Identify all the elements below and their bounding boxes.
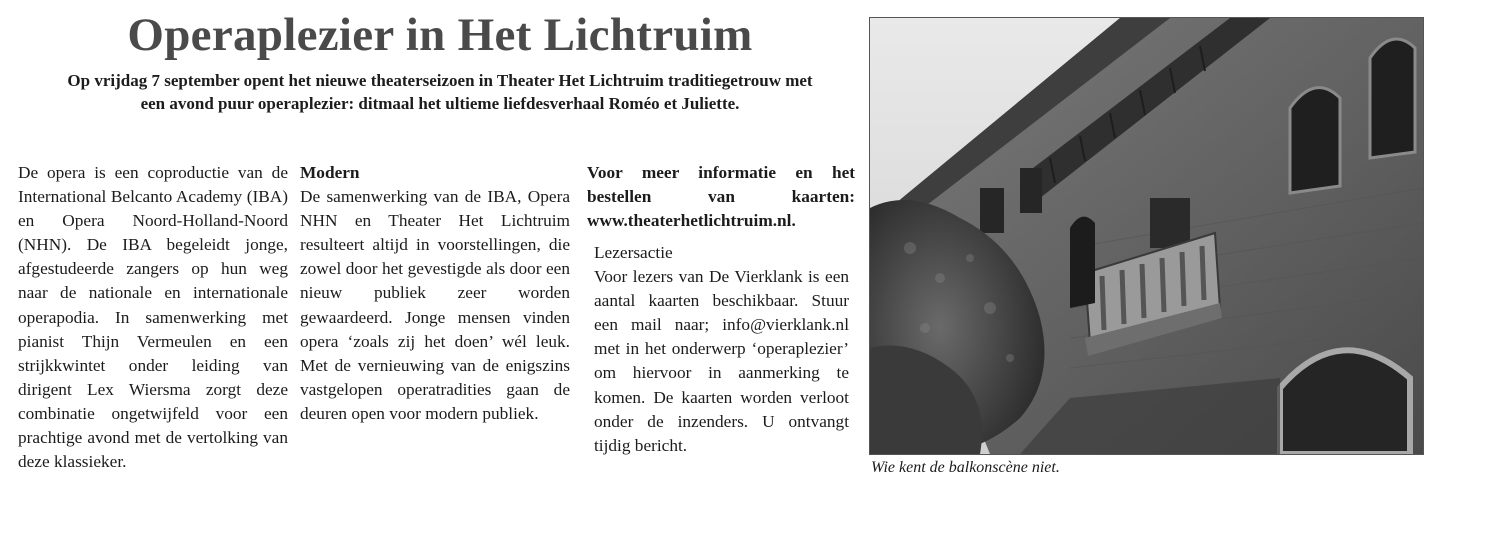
- website-link[interactable]: www.theaterhetlichtruim.nl.: [587, 211, 796, 231]
- info-text: [587, 161, 855, 233]
- info-text-label: Voor meer informatie en het bestellen van kaarten:: [587, 163, 855, 207]
- column-1-body: De opera is een coproductie van de International Belcanto Academy (IBA) en Opera Noord-Holland-Noord (NHN). De IBA begeleidt jonge, afgestudeerde zangers op hun weg naar de nationale en internationale operapodia. In samenwerking met pianist Thijn Vermeulen en een strijkkwintet onder leiding van dirigent Lex Wiersma zorgt deze combinatie ongetwijfeld voor een prachtige avond met de vertolking van deze klassieker.: [18, 163, 288, 472]
- headline: Operaplezier in Het Lichtruim: [127, 9, 753, 61]
- reader-offer-body: Voor lezers van De Vierklank is een aantal kaarten beschikbaar. Stuur een mail naar; info@vierklank.nl met in het onderwerp ‘operaplezier’ om hiervoor in aanmerking te komen. De kaarten worden verloot onder de inzenders. U ontvangt tijdig bericht.: [594, 267, 849, 455]
- reader-offer-heading: Lezersactie: [594, 243, 673, 262]
- lead-paragraph: Op vrijdag 7 september opent het nieuwe theaterseizoen in Theater Het Lichtruim traditiegetrouw met een avond puur operaplezier: ditmaal het ultieme liefdesverhaal Roméo et Juliette.: [67, 71, 813, 113]
- section-heading-modern: Modern: [300, 163, 360, 182]
- column-3: [587, 161, 855, 233]
- article-photo: [869, 17, 1424, 455]
- photo-caption: Wie kent de balkonscène niet.: [871, 459, 1060, 476]
- balcony-building-photo: [870, 18, 1423, 454]
- column-2-body: De samenwerking van de IBA, Opera NHN en Theater Het Lichtruim resulteert altijd in voorstellingen, die zowel door het gevestigde als door een nieuw publiek zeer worden gewaardeerd. Jonge mensen vinden opera ‘zoals zij het doen’ wél leuk. Met de vernieuwing van de enigszins vastgelopen operatradities gaan de deuren open voor modern publiek.: [300, 187, 570, 423]
- reader-offer-box: [594, 241, 849, 458]
- column-2: [300, 161, 570, 426]
- column-1: [18, 161, 288, 474]
